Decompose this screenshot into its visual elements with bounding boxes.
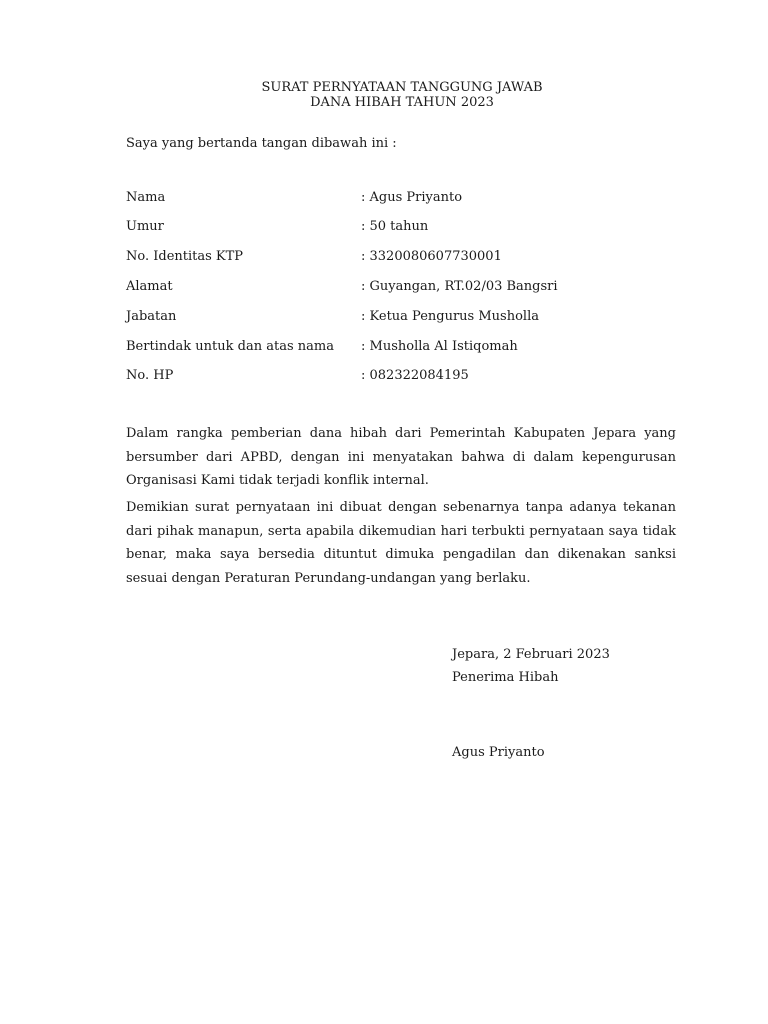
closing-paragraph: Demikian surat pernyataan ini dibuat dengan sebenarnya tanpa adanya tekanan dari pihak manapun, serta apabila dikemudian hari terbukti pernyataan saya tidak benar, maka saya bersedia dituntut dimuka pengadilan dan dikenakan sanksi sesuai dengan Peraturan Perundang-undangan yang berlaku. [126, 500, 676, 586]
document-title: SURAT PERNYATAAN TANGGUNG JAWAB [261, 80, 543, 95]
signature-place-date: Jepara, 2 Februari 2023 [452, 647, 610, 662]
statement-paragraph: Dalam rangka pemberian dana hibah dari Pemerintah Kabupaten Jepara yang bersumber dari APBD, dengan ini menyatakan bahwa di dalam kepengurusan Organisasi Kami tidak terjadi konflik internal. [126, 426, 676, 488]
field-value-alamat: : Guyangan, RT.02/03 Bangsri [361, 279, 558, 294]
field-value-nama: : Agus Priyanto [361, 190, 463, 205]
signature-role: Penerima Hibah [452, 670, 559, 685]
document-subtitle: DANA HIBAH TAHUN 2023 [310, 95, 494, 110]
field-label-bertindak: Bertindak untuk dan atas nama [126, 339, 334, 354]
field-label-alamat: Alamat [126, 279, 173, 294]
field-label-jabatan: Jabatan [126, 309, 177, 324]
field-value-bertindak: : Musholla Al Istiqomah [361, 339, 518, 354]
field-label-umur: Umur [126, 219, 164, 234]
field-value-hp: : 082322084195 [361, 368, 469, 383]
field-value-ktp: : 3320080607730001 [361, 249, 502, 264]
field-value-jabatan: : Ketua Pengurus Musholla [361, 309, 539, 324]
field-label-hp: No. HP [126, 368, 174, 383]
field-value-umur: : 50 tahun [361, 219, 429, 234]
field-label-ktp: No. Identitas KTP [126, 249, 244, 264]
intro-text: Saya yang bertanda tangan dibawah ini : [126, 136, 397, 151]
field-label-nama: Nama [126, 190, 166, 205]
signature-name: Agus Priyanto [452, 745, 545, 760]
